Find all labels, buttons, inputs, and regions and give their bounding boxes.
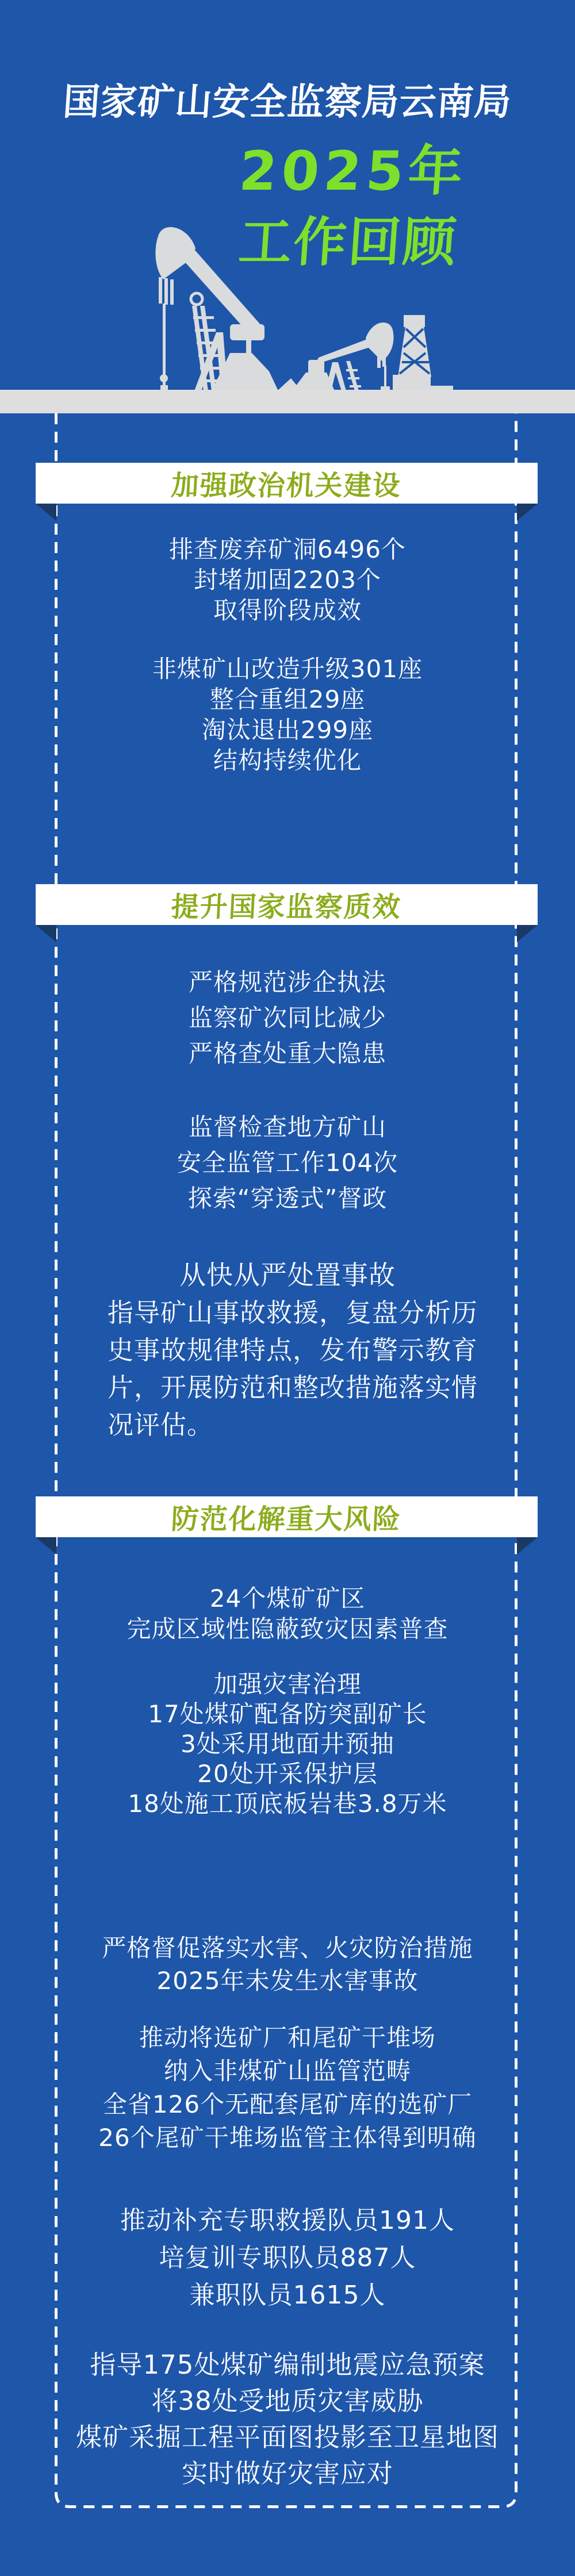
section-banner-3 bbox=[36, 1496, 538, 1537]
content-line: 实时做好灾害应对 bbox=[181, 2458, 393, 2489]
section-banner-1 bbox=[36, 463, 538, 504]
content-line: 20处开采保护层 bbox=[197, 1760, 378, 1788]
content-line: 培复训专职队员887人 bbox=[159, 2243, 416, 2272]
derrick-tower-icon bbox=[393, 315, 453, 391]
review-text: 工作回顾 bbox=[236, 212, 460, 273]
content-line: 淘汰退出299座 bbox=[201, 716, 374, 744]
content-line: 加强灾害治理 bbox=[213, 1670, 362, 1698]
stanza-accident-handling-paragraph bbox=[108, 1294, 487, 1444]
stanza-tailings bbox=[0, 2021, 575, 2155]
content-line: 26个尾矿干堆场监管主体得到明确 bbox=[98, 2124, 477, 2152]
section-banner-1-label: 加强政治机关建设 bbox=[170, 470, 402, 502]
org-title: 国家矿山安全监察局云南局 bbox=[61, 81, 513, 124]
content-line: 指导175处煤矿编制地震应急预案 bbox=[90, 2350, 485, 2380]
pumpjack-icon bbox=[155, 227, 278, 391]
ribbon-fold-left-1 bbox=[36, 504, 56, 521]
content-line: 监督检查地方矿山 bbox=[188, 1113, 386, 1141]
content-line: 排查废弃矿洞6496个 bbox=[169, 535, 406, 563]
content-line: 煤矿采掘工程平面图投影至卫星地图 bbox=[75, 2422, 499, 2452]
stanza-earthquake-plans bbox=[0, 2347, 575, 2491]
year-text: 2025年 bbox=[237, 140, 469, 203]
stanza-rescue-teams bbox=[0, 2202, 575, 2314]
ground-strip bbox=[0, 390, 575, 413]
stanza-supervision bbox=[0, 1110, 575, 1216]
content-line: 片，开展防范和整改措施落实情 bbox=[108, 1372, 478, 1403]
stanza-enforcement bbox=[0, 965, 575, 1072]
content-line: 严格规范涉企执法 bbox=[188, 968, 386, 996]
content-line: 严格督促落实水害、火灾防治措施 bbox=[102, 1934, 473, 1962]
content-line: 完成区域性隐蔽致灾因素普查 bbox=[126, 1615, 448, 1643]
content-line: 从快从严处置事故 bbox=[179, 1260, 396, 1291]
content-line: 监察矿次同比减少 bbox=[188, 1004, 386, 1032]
content-line: 18处施工顶底板岩巷3.8万米 bbox=[128, 1790, 447, 1818]
section-banner-3-label: 防范化解重大风险 bbox=[170, 1503, 402, 1535]
ribbon-fold-left-3 bbox=[36, 1537, 56, 1554]
ribbon-fold-right-3 bbox=[517, 1537, 538, 1554]
content-line: 3处采用地面井预抽 bbox=[181, 1730, 394, 1758]
content-line: 将38处受地质灾害威胁 bbox=[151, 2386, 424, 2416]
content-line: 指导矿山事故救援，复盘分析历 bbox=[108, 1297, 478, 1328]
content-line: 探索“穿透式”督政 bbox=[187, 1184, 388, 1212]
content-line: 推动将选矿厂和尾矿干堆场 bbox=[139, 2024, 436, 2052]
content-line: 24个煤矿矿区 bbox=[209, 1584, 366, 1613]
content-line: 严格查处重大隐患 bbox=[188, 1039, 386, 1068]
oilfield-silhouette bbox=[144, 224, 466, 391]
content-line: 况评估。 bbox=[108, 1410, 214, 1440]
content-line: 17处煤矿配备防突副矿长 bbox=[148, 1700, 427, 1728]
pumpjack-small-icon bbox=[277, 323, 393, 391]
content-line: 取得阶段成效 bbox=[213, 596, 362, 624]
content-line: 2025年未发生水害事故 bbox=[156, 1967, 419, 1995]
content-line: 结构持续优化 bbox=[213, 746, 362, 774]
stanza-abandoned-mines bbox=[0, 534, 575, 625]
content-line: 兼职队员1615人 bbox=[189, 2281, 386, 2310]
content-line: 纳入非煤矿山监管范畴 bbox=[163, 2057, 411, 2085]
stanza-noncoal-upgrade bbox=[0, 654, 575, 776]
ribbon-fold-left-2 bbox=[36, 925, 56, 942]
stanza-accident-handling-title bbox=[0, 1257, 575, 1293]
ribbon-fold-right-1 bbox=[517, 504, 538, 521]
content-line: 非煤矿山改造升级301座 bbox=[152, 655, 423, 683]
content-line: 全省126个无配套尾矿库的选矿厂 bbox=[102, 2090, 473, 2118]
content-line: 史事故规律特点，发布警示教育 bbox=[108, 1335, 478, 1365]
stanza-water-fire bbox=[0, 1932, 575, 1997]
stanza-disaster-control bbox=[0, 1669, 575, 1819]
content-line: 封堵加固2203个 bbox=[194, 566, 381, 594]
content-line: 整合重组29座 bbox=[209, 685, 366, 713]
section-banner-2-label: 提升国家监察质效 bbox=[170, 891, 402, 923]
stanza-coal-districts bbox=[0, 1583, 575, 1644]
content-line: 安全监管工作104次 bbox=[177, 1149, 398, 1177]
content-line: 推动补充专职救援队员191人 bbox=[120, 2206, 455, 2235]
ribbon-fold-right-2 bbox=[517, 925, 538, 942]
section-banner-2 bbox=[36, 884, 538, 925]
